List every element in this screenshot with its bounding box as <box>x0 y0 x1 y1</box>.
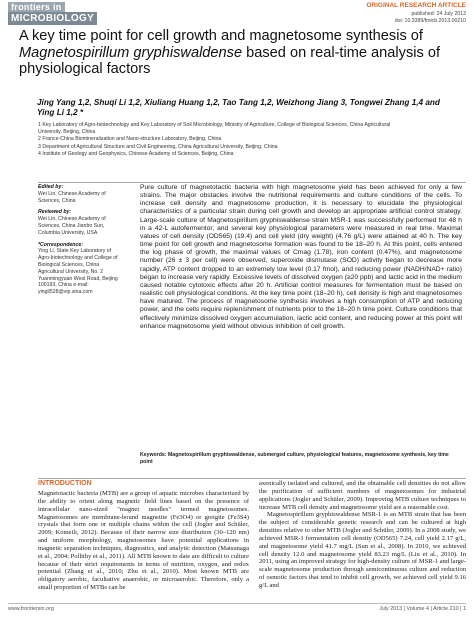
footer-citation: July 2013 | Volume 4 | Article 210 | 1 <box>379 606 466 612</box>
correspondence: Ying Li, State Key Laboratory of Agro-biotechnology and College of Biological Sciences, China Agricultural University, No. 2 Yuanmingyuan West Road, Beijing 100193, China e-mail: yingli528@vip.sina.com <box>38 248 118 296</box>
body-paragraph: Magnetospirillum gryphiswaldense MSR-1 is an MTB strain that has been the subject of considerable genetic research and can be cultured at high densities relative to other MTB (Jogler and Schüler, 2009). In a 2008 study, we achieved MSR-1 fermentation cell density (OD565) 7.24, cell yield 2.17 g/L, and magnetosome yield 41.7 mg/L (Sun et al., 2008). In 2010, we achieved cell density 12.0 and magnetosome yield 83.23 mg/L (Liu et al., 2010). In 2011, using an improved strategy for high-density culture of MSR-1 and large-scale magnetosome production through semicontinuous culture and reduction of osmotic factors that tend to inhibit cell growth, we achieved cell yield 9.16 g/L and <box>259 511 466 589</box>
keywords <box>140 452 462 466</box>
footer-divider <box>8 603 466 604</box>
section-heading: INTRODUCTION <box>38 480 92 487</box>
article-type: ORIGINAL RESEARCH ARTICLE <box>366 2 466 9</box>
body-paragraph: axenically isolated and cultured, and the obtainable cell densities do not allow the purification of sufficient numbers of magnetosomes for industrial applications (Jogler and Schüler, 2009). Improving MTB culture techniques to increase MTB cell density and magnetosome yield are a reasonable cost. <box>259 480 466 511</box>
paper-title <box>19 28 459 78</box>
published-date: published: 24 July 2013 <box>411 11 466 17</box>
title-species: Magnetospirillum gryphiswaldense <box>19 44 243 61</box>
keywords-text: Magnetospirillum gryphiswaldense, submerged culture, physiological features, magnetosome synthesis, key time point <box>140 452 449 465</box>
abstract-text: Pure culture of magnetotactic bacteria with high magnetosome yield has been achieved for only a few strains. The major obstacles involve the nutritional requirements and culture conditions of the cells. To increase cell density and magnetosome production, it is necessary to elucidate the physiological characteristics of a particular strain during cell growth and develop an appropriate artificial control strategy. Large-scale culture of Magnetospirillum gryphiswaldense strain MSR-1 was successfully performed for 48 h in a 42-L autofermentor, and several key physiological parameters were measured in real time. Maximal values of cell density (OD565) (19.4) and cell yield (dry weight) (4.76 g/L) were attained at 40 h. The key time point for cell growth and magnetosome formation was found to be 18–20 h. At this point, cells entered the log phase of growth, the maximal values of Cmag (1.78), iron content (0.47%), and magnetosome number (26 ± 3 per cell) were observed, superoxide dismutase (SOD) activity began to decrease more rapidly, ATP content dropped to an extremely low level (0.17 fmol), and reducing power (NADH/NAD+ ratio) began to increase very rapidly. Excessive levels of dissolved oxygen (≥20 ppb) and lactic acid in the medium caused notable cytotoxic effects after 20 h. Artificial control measures for fermentation must be based on realistic cell physiological conditions. At the key time point (18–20 h), cell density is high and magnetosomes have matured. The process of magnetosome synthesis involves a high consumption of ATP and reducing power, and the cells require replenishment of nutrients prior to the 18–20 h time point. Culture conditions that effectively minimize dissolved oxygen accumulation, lactic acid content, and reducing power at this point will enhance magnetosome yield without obvious inhibition of cell growth. <box>140 184 462 330</box>
doi[interactable]: doi: 10.3389/fmicb.2013.00210 <box>394 18 466 24</box>
body-paragraph: Magnetotactic bacteria (MTB) are a group of aquatic microbes characterized by the ability to orient along magnetic field lines based on the presence of intracellular nano-sized "magnet needles" termed magnetosomes. Magnetosomes are membrane-bound magnetite (Fe3O4) or greigite (Fe3S4) crystals that form one or multiple chains within the cell (Jogler and Schüler, 2009; Komeili, 2012). Because of their narrow size distribution (30–120 nm) and uniform morphology, magnetosomes have potential applications in magnetic separation techniques, diagnostics, and analytic detection (Matsunaga et al., 2004; Pollithy et al., 2011). All MTB known to date are difficult to culture because of their strict requirements in terms of nutrition, oxygen, and redox potential (Zhang et al., 2010; Zhu et al., 2010). Most known MTB are obligatory aerobic, facultative anaerobic, or microaerobic. Therefore, only a small proportion of MTBs can be <box>38 490 249 592</box>
editor-info <box>38 183 123 301</box>
divider <box>38 478 466 479</box>
keywords-label: Keywords: <box>140 452 167 458</box>
affiliation-item: 2 France-China Biomineralization and Nano-structure Laboratory, Beijing, China <box>38 136 222 143</box>
journal-logo-line2: MICROBIOLOGY <box>8 12 97 25</box>
title-part1: A key time point for cell growth and magnetosome synthesis of <box>19 28 423 44</box>
reviewed-by: Wei Lin, Chinese Academy of Sciences, China Jianbo Sun, Columbia University, USA <box>38 216 106 236</box>
affiliation-item: 1 Key Laboratory of Agro-biotechnology and Key Laboratory of Soil Microbiology, Ministry of Agriculture, College of Biological Sciences, China Agricultural <box>38 122 391 128</box>
abstract <box>140 184 462 331</box>
body-column-left <box>38 490 249 592</box>
title-part2: based on real-time analysis of physiological factors <box>19 44 441 77</box>
body-column-right <box>259 480 466 590</box>
correspondence-heading: *Correspondence: <box>38 241 83 248</box>
affiliation-item: 4 Institute of Geology and Geophysics, Chinese Academy of Sciences, Beijing, China <box>38 150 234 157</box>
affiliations <box>38 122 458 158</box>
edited-by: Wei Lin, Chinese Academy of Sciences, China <box>38 190 106 204</box>
affiliation-item: 3 Department of Agricultural Structure and Civil Engineering, China Agricultural University, Beijing, China <box>38 143 278 150</box>
reviewed-by-heading: Reviewed by: <box>38 209 72 216</box>
footer-url[interactable]: www.frontiersin.org <box>8 606 54 612</box>
edited-by-heading: Edited by: <box>38 184 64 190</box>
author-list: Jing Yang 1,2, Shuqi Li 1,2, Xiuliang Huang 1,2, Tao Tang 1,2, Weizhong Jiang 3, Tongwei Zhang 1,4 and Ying Li 1,2 * <box>37 98 440 117</box>
affiliation-item: University, Beijing, China <box>38 129 96 136</box>
journal-logo-line1: frontiers in <box>8 2 65 13</box>
